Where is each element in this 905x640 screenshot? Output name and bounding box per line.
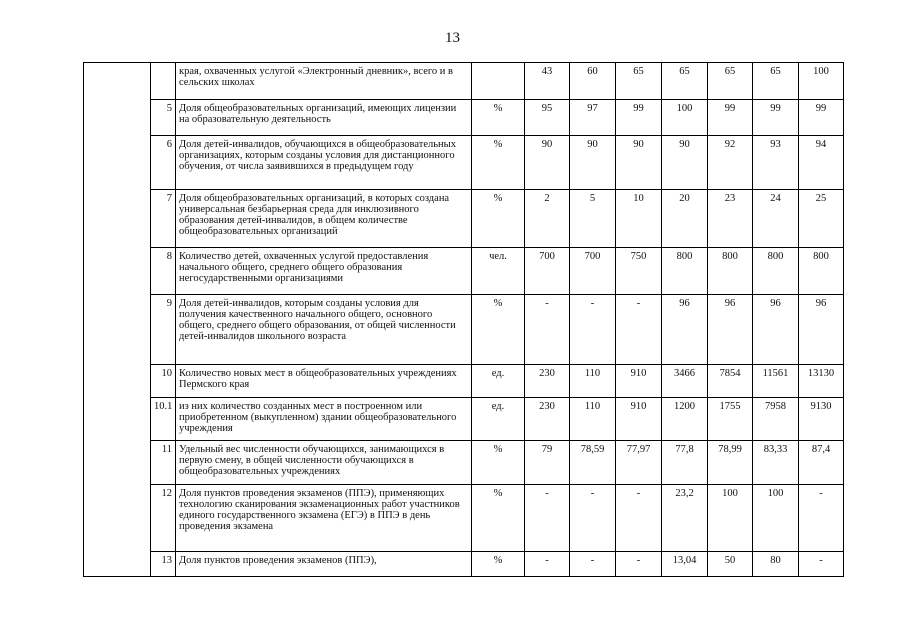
value-cell: - <box>616 485 662 552</box>
value-cell: 20 <box>662 190 708 248</box>
indicators-table <box>83 62 844 577</box>
table-row <box>84 248 844 295</box>
table-row <box>84 295 844 365</box>
value-cell: 96 <box>662 295 708 365</box>
value-cell: 87,4 <box>799 441 844 485</box>
value-cell: 24 <box>753 190 799 248</box>
unit-cell: ед. <box>472 365 525 398</box>
value-cell: 77,97 <box>616 441 662 485</box>
value-cell: 92 <box>708 136 753 190</box>
value-cell: 100 <box>662 100 708 136</box>
row-number: 6 <box>151 136 176 190</box>
value-cell: - <box>570 552 616 577</box>
value-cell: 90 <box>616 136 662 190</box>
indicator-name: края, охваченных услугой «Электронный дневник», всего и в сельских школах <box>176 63 472 100</box>
value-cell: - <box>525 552 570 577</box>
value-cell: 5 <box>570 190 616 248</box>
value-cell: 23,2 <box>662 485 708 552</box>
indicator-name: Количество детей, охваченных услугой предоставления начального общего, среднего общего образования негосударственными организациями <box>176 248 472 295</box>
value-cell: 230 <box>525 365 570 398</box>
page-number: 13 <box>445 30 460 46</box>
value-cell: 25 <box>799 190 844 248</box>
value-cell: 23 <box>708 190 753 248</box>
value-cell: 79 <box>525 441 570 485</box>
value-cell: 65 <box>753 63 799 100</box>
value-cell: 750 <box>616 248 662 295</box>
value-cell: 43 <box>525 63 570 100</box>
value-cell: 800 <box>799 248 844 295</box>
value-cell: 100 <box>708 485 753 552</box>
indicator-name: Доля общеобразовательных организаций, имеющих лицензии на образовательную деятельность <box>176 100 472 136</box>
unit-cell: % <box>472 552 525 577</box>
row-number: 11 <box>151 441 176 485</box>
table-row <box>84 100 844 136</box>
indicator-name: Доля детей-инвалидов, обучающихся в общеобразовательных организациях, которым созданы условия для дистанционного обучения, от числа заявившихся в предыдущем году <box>176 136 472 190</box>
value-cell: 100 <box>753 485 799 552</box>
value-cell: - <box>525 295 570 365</box>
value-cell: 65 <box>616 63 662 100</box>
value-cell: 110 <box>570 398 616 441</box>
value-cell: - <box>525 485 570 552</box>
row-number: 5 <box>151 100 176 136</box>
value-cell: 230 <box>525 398 570 441</box>
value-cell: 800 <box>708 248 753 295</box>
value-cell: 13130 <box>799 365 844 398</box>
value-cell: 99 <box>753 100 799 136</box>
value-cell: 100 <box>799 63 844 100</box>
table-row <box>84 136 844 190</box>
value-cell: 10 <box>616 190 662 248</box>
row-number: 8 <box>151 248 176 295</box>
table-row <box>84 485 844 552</box>
value-cell: 800 <box>753 248 799 295</box>
value-cell: 99 <box>799 100 844 136</box>
value-cell: 1755 <box>708 398 753 441</box>
value-cell: 1200 <box>662 398 708 441</box>
value-cell: 90 <box>662 136 708 190</box>
unit-cell: % <box>472 441 525 485</box>
indicator-name: Доля детей-инвалидов, которым созданы условия для получения качественного начального общего, основного общего, среднего общего образования, от общей численности детей-инвалидов школьного возраста <box>176 295 472 365</box>
value-cell: 700 <box>525 248 570 295</box>
row-number <box>151 63 176 100</box>
row-number: 10 <box>151 365 176 398</box>
value-cell: 910 <box>616 398 662 441</box>
value-cell: 910 <box>616 365 662 398</box>
value-cell: 96 <box>753 295 799 365</box>
value-cell: 99 <box>708 100 753 136</box>
value-cell: 7958 <box>753 398 799 441</box>
indicator-name: Доля пунктов проведения экзаменов (ППЭ), <box>176 552 472 577</box>
value-cell: 78,99 <box>708 441 753 485</box>
table-row <box>84 398 844 441</box>
indicator-name: Количество новых мест в общеобразовательных учреждениях Пермского края <box>176 365 472 398</box>
value-cell: 93 <box>753 136 799 190</box>
value-cell: 9130 <box>799 398 844 441</box>
value-cell: - <box>570 485 616 552</box>
indicator-name: Доля общеобразовательных организаций, в которых создана универсальная безбарьерная среда для инклюзивного образования детей-инвалидов, в общем количестве общеобразовательных организаций <box>176 190 472 248</box>
value-cell: 700 <box>570 248 616 295</box>
unit-cell: ед. <box>472 398 525 441</box>
value-cell: - <box>616 552 662 577</box>
value-cell: 83,33 <box>753 441 799 485</box>
value-cell: 13,04 <box>662 552 708 577</box>
value-cell: - <box>570 295 616 365</box>
value-cell: 96 <box>799 295 844 365</box>
table-row <box>84 365 844 398</box>
value-cell: 90 <box>570 136 616 190</box>
unit-cell: % <box>472 190 525 248</box>
table-row <box>84 63 844 100</box>
unit-cell: % <box>472 100 525 136</box>
value-cell: 50 <box>708 552 753 577</box>
value-cell: 800 <box>662 248 708 295</box>
row-number: 10.1 <box>151 398 176 441</box>
table-row <box>84 552 844 577</box>
table-row <box>84 190 844 248</box>
unit-cell: чел. <box>472 248 525 295</box>
value-cell: 77,8 <box>662 441 708 485</box>
value-cell: 94 <box>799 136 844 190</box>
blank-left-column <box>84 63 151 577</box>
value-cell: 96 <box>708 295 753 365</box>
value-cell: 60 <box>570 63 616 100</box>
value-cell: - <box>616 295 662 365</box>
unit-cell <box>472 63 525 100</box>
value-cell: 95 <box>525 100 570 136</box>
value-cell: 3466 <box>662 365 708 398</box>
value-cell: - <box>799 485 844 552</box>
value-cell: 80 <box>753 552 799 577</box>
row-number: 7 <box>151 190 176 248</box>
unit-cell: % <box>472 295 525 365</box>
value-cell: 97 <box>570 100 616 136</box>
value-cell: 2 <box>525 190 570 248</box>
value-cell: 99 <box>616 100 662 136</box>
value-cell: 65 <box>662 63 708 100</box>
value-cell: 11561 <box>753 365 799 398</box>
value-cell: 78,59 <box>570 441 616 485</box>
value-cell: - <box>799 552 844 577</box>
row-number: 9 <box>151 295 176 365</box>
unit-cell: % <box>472 485 525 552</box>
indicator-name: Доля пунктов проведения экзаменов (ППЭ), применяющих технологию сканирования экзаменационных работ участников единого государственного экзамена (ЕГЭ) в ППЭ в день проведения экзамена <box>176 485 472 552</box>
table-row <box>84 441 844 485</box>
indicator-name: из них количество созданных мест в построенном или приобретенном (выкупленном) здании общеобразовательного учреждения <box>176 398 472 441</box>
row-number: 13 <box>151 552 176 577</box>
value-cell: 90 <box>525 136 570 190</box>
value-cell: 65 <box>708 63 753 100</box>
row-number: 12 <box>151 485 176 552</box>
value-cell: 110 <box>570 365 616 398</box>
unit-cell: % <box>472 136 525 190</box>
indicator-name: Удельный вес численности обучающихся, занимающихся в первую смену, в общей численности обучающихся в общеобразовательных учреждениях <box>176 441 472 485</box>
value-cell: 7854 <box>708 365 753 398</box>
